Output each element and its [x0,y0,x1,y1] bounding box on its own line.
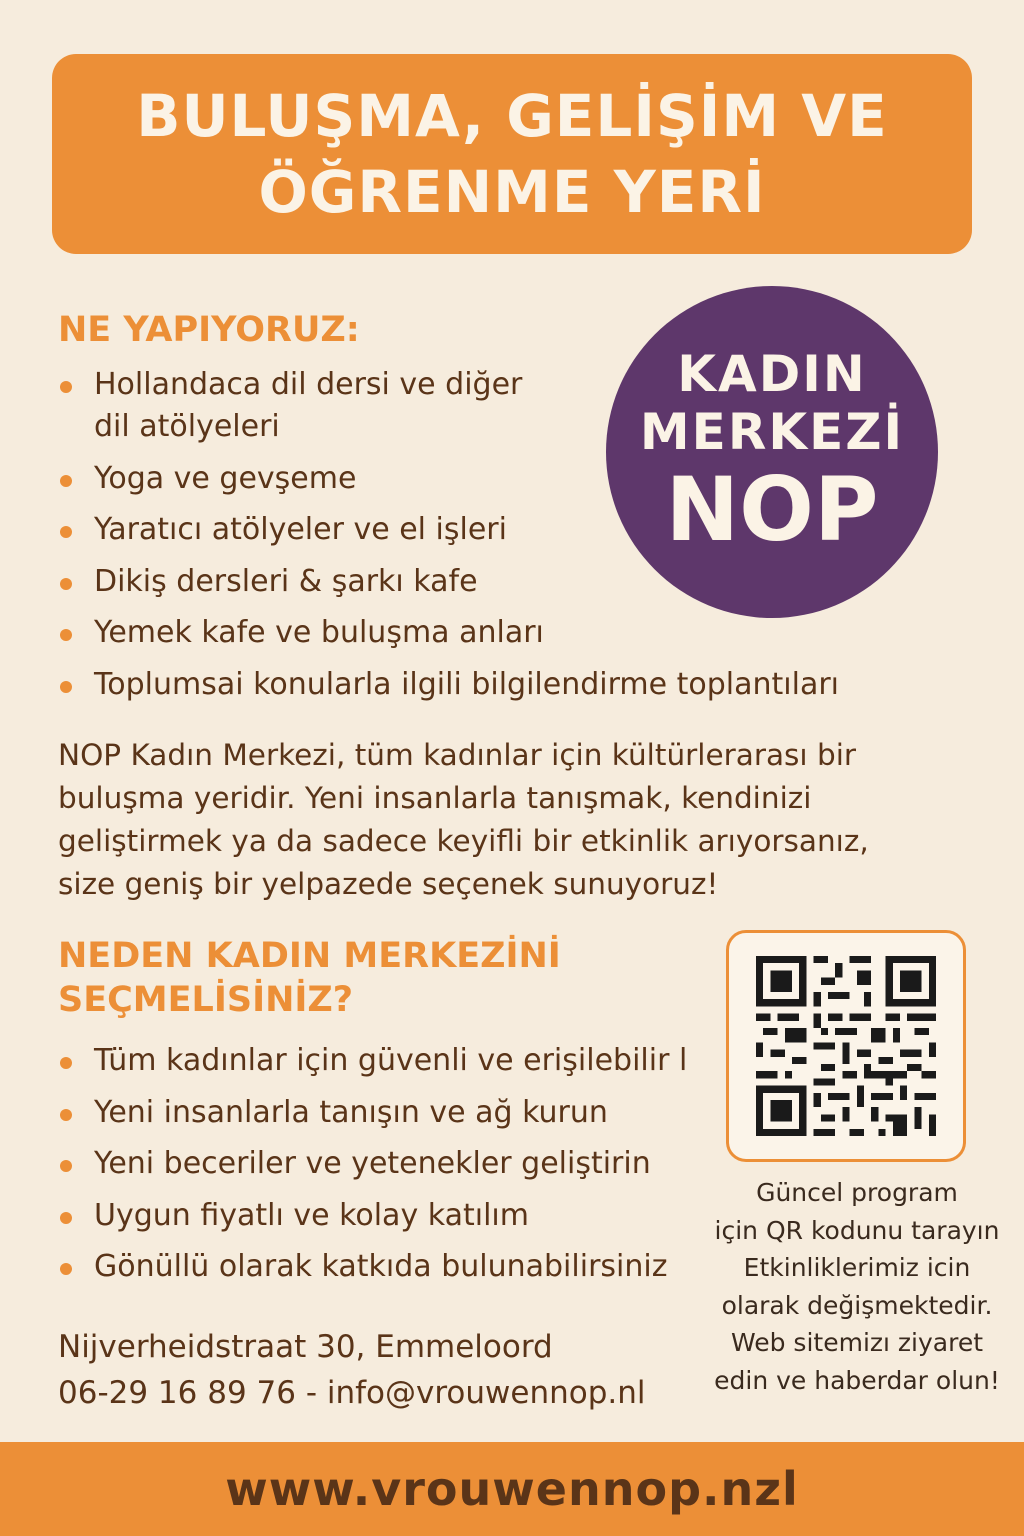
list-item: Yeni beceriler ve yetenekler geliştirin [58,1143,698,1185]
logo-circle [606,286,938,618]
title-banner [52,54,972,254]
website-link[interactable]: www.vrouwennop.nzl [225,1462,799,1516]
list-item: Dikiş dersleri & şarkı kafe [58,561,839,603]
bullet-icon [60,1057,72,1069]
qr-code-icon[interactable] [756,956,936,1136]
list-item: Tüm kadınlar için güvenli ve erişilebilir l [58,1040,698,1082]
bullet-icon [60,526,72,538]
what-we-do-heading: NE YAPIYORUZ: [58,310,360,350]
qr-caption: Güncel program için QR kodunu tarayın Etkinliklerimiz icin olarak değişmektedir. Web sitemizı ziyaret edin ve haberdar olun! [714,1178,1000,1395]
bullet-icon [60,475,72,487]
bullet-icon [60,578,72,590]
list-item: Yeni insanlarla tanışın ve ağ kurun [58,1092,698,1134]
logo-line-2: MERKEZİ [639,403,905,461]
list-item: Hollandaca dil dersi ve diğer dil atölyeleri [58,364,839,448]
phone-email-text[interactable]: 06-29 16 89 76 - info@vrouwennop.nl [58,1375,646,1411]
logo-line-1: KADIN [677,345,867,403]
address-text: Nijverheidstraat 30, Emmeloord [58,1329,553,1365]
benefits-list [58,1040,698,1298]
bullet-icon [60,1263,72,1275]
intro-paragraph: NOP Kadın Merkezi, tüm kadınlar için kültürlerarası bir buluşma yeridir. Yeni insanlarla tanışmak, kendinizi geliştirmek ya da sadece keyifli bir etkinlik arıyorsanız, size geniş bir yelpazede seçenek sunuyoruz! [58,738,869,901]
bullet-icon [60,629,72,641]
qr-code-frame[interactable] [726,930,966,1162]
list-item: Yemek kafe ve buluşma anları [58,612,839,654]
bullet-icon [60,1160,72,1172]
bullet-icon [60,1212,72,1224]
contact-info [58,1324,646,1416]
why-choose-heading: NEDEN KADIN MERKEZİNİ SEÇMELİSİNİZ? [58,936,561,1020]
list-item: Yoga ve gevşeme [58,458,839,500]
bullet-icon [60,381,72,393]
list-item: Gönüllü olarak katkıda bulunabilirsiniz [58,1246,698,1288]
title-line-2: ÖĞRENME YERİ [258,158,766,226]
bullet-icon [60,1109,72,1121]
logo-line-3: NOP [665,458,879,561]
list-item: Uygun fiyatlı ve kolay katılım [58,1195,698,1237]
footer-bar [0,1442,1024,1536]
list-item: Toplumsai konularla ilgili bilgilendirme toplantıları [58,664,839,706]
bullet-icon [60,681,72,693]
title-line-1: BULUŞMA, GELİŞİM VE [136,82,888,150]
list-item: Yaratıcı atölyeler ve el işleri [58,509,839,551]
